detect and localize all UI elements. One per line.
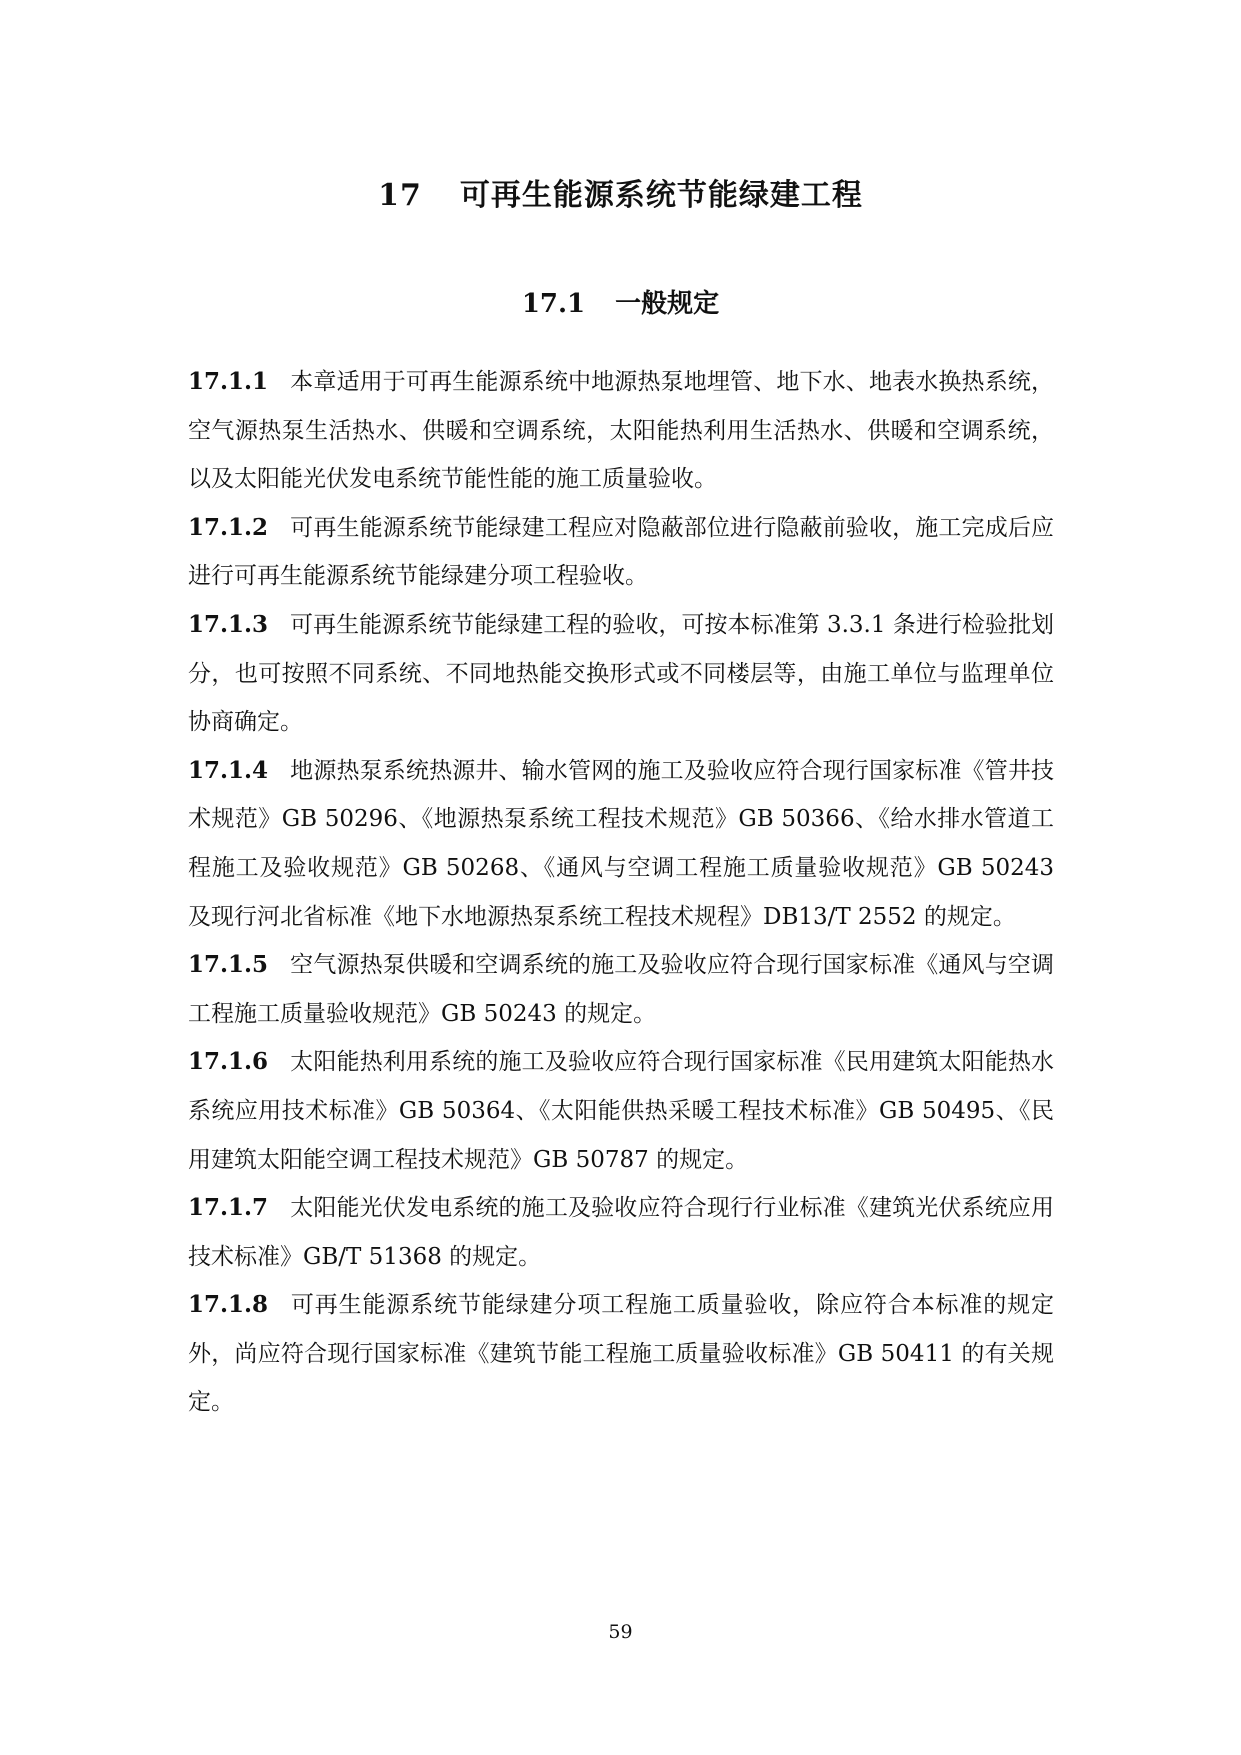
clause-number: 17.1.7	[188, 1194, 269, 1222]
clause-text: 可再生能源系统节能绿建工程的验收，可按本标准第 3.3.1 条进行检验批划分，也可按照不同系统、不同地热能交换形式或不同楼层等，由施工单位与监理单位协商确定。	[188, 611, 1054, 736]
clause-number: 17.1.1	[188, 368, 269, 395]
clause-number: 17.1.4	[188, 756, 269, 784]
clause-17-1-7	[188, 1184, 1054, 1281]
clause-number: 17.1.8	[188, 1291, 269, 1319]
chapter-number: 17	[378, 178, 422, 213]
clause-number: 17.1.2	[188, 513, 269, 541]
clause-text: 可再生能源系统节能绿建分项工程施工质量验收，除应符合本标准的规定外，尚应符合现行国家标准《建筑节能工程施工质量验收标准》GB 50411 的有关规定。	[188, 1292, 1054, 1416]
clause-list	[188, 358, 1054, 1427]
clause-text: 本章适用于可再生能源系统中地源热泵地埋管、地下水、地表水换热系统，空气源热泵生活热水、供暖和空调系统，太阳能热利用生活热水、供暖和空调系统，以及太阳能光伏发电系统节能性能的施工质量验收。	[188, 369, 1054, 493]
clause-text: 地源热泵系统热源井、输水管网的施工及验收应符合现行国家标准《管井技术规范》GB 50296、《地源热泵系统工程技术规范》GB 50366、《给水排水管道工程施工及验收规范》GB 50268、《通风与空调工程施工质量验收规范》GB 50243 及现行河北省标准《地下水地源热泵系统工程技术规程》DB13/T 2552 的规定。	[188, 757, 1054, 930]
chapter-title-text: 可再生能源系统节能绿建工程	[459, 178, 863, 213]
clause-number: 17.1.5	[188, 951, 269, 979]
clause-17-1-1	[188, 358, 1054, 504]
clause-17-1-4	[188, 747, 1054, 941]
clause-17-1-8	[188, 1281, 1054, 1427]
clause-17-1-5	[188, 941, 1054, 1038]
clause-number: 17.1.3	[188, 610, 269, 638]
clause-text: 可再生能源系统节能绿建工程应对隐蔽部位进行隐蔽前验收，施工完成后应进行可再生能源系统节能绿建分项工程验收。	[188, 514, 1054, 590]
section-title-text: 一般规定	[615, 289, 720, 319]
clause-text: 太阳能光伏发电系统的施工及验收应符合现行行业标准《建筑光伏系统应用技术标准》GB/T 51368 的规定。	[188, 1195, 1054, 1270]
clause-17-1-6	[188, 1038, 1054, 1184]
clause-number: 17.1.6	[188, 1048, 269, 1076]
clause-17-1-3	[188, 601, 1054, 747]
clause-17-1-2	[188, 504, 1054, 601]
section-number: 17.1	[521, 289, 586, 319]
clause-text: 太阳能热利用系统的施工及验收应符合现行国家标准《民用建筑太阳能热水系统应用技术标准》GB 50364、《太阳能供热采暖工程技术标准》GB 50495、《民用建筑太阳能空调工程技术规范》GB 50787 的规定。	[188, 1049, 1054, 1173]
chapter-title	[0, 170, 1241, 214]
section-title	[0, 283, 1241, 320]
page-number: 59	[608, 1621, 633, 1643]
clause-text: 空气源热泵供暖和空调系统的施工及验收应符合现行国家标准《通风与空调工程施工质量验收规范》GB 50243 的规定。	[188, 952, 1054, 1027]
